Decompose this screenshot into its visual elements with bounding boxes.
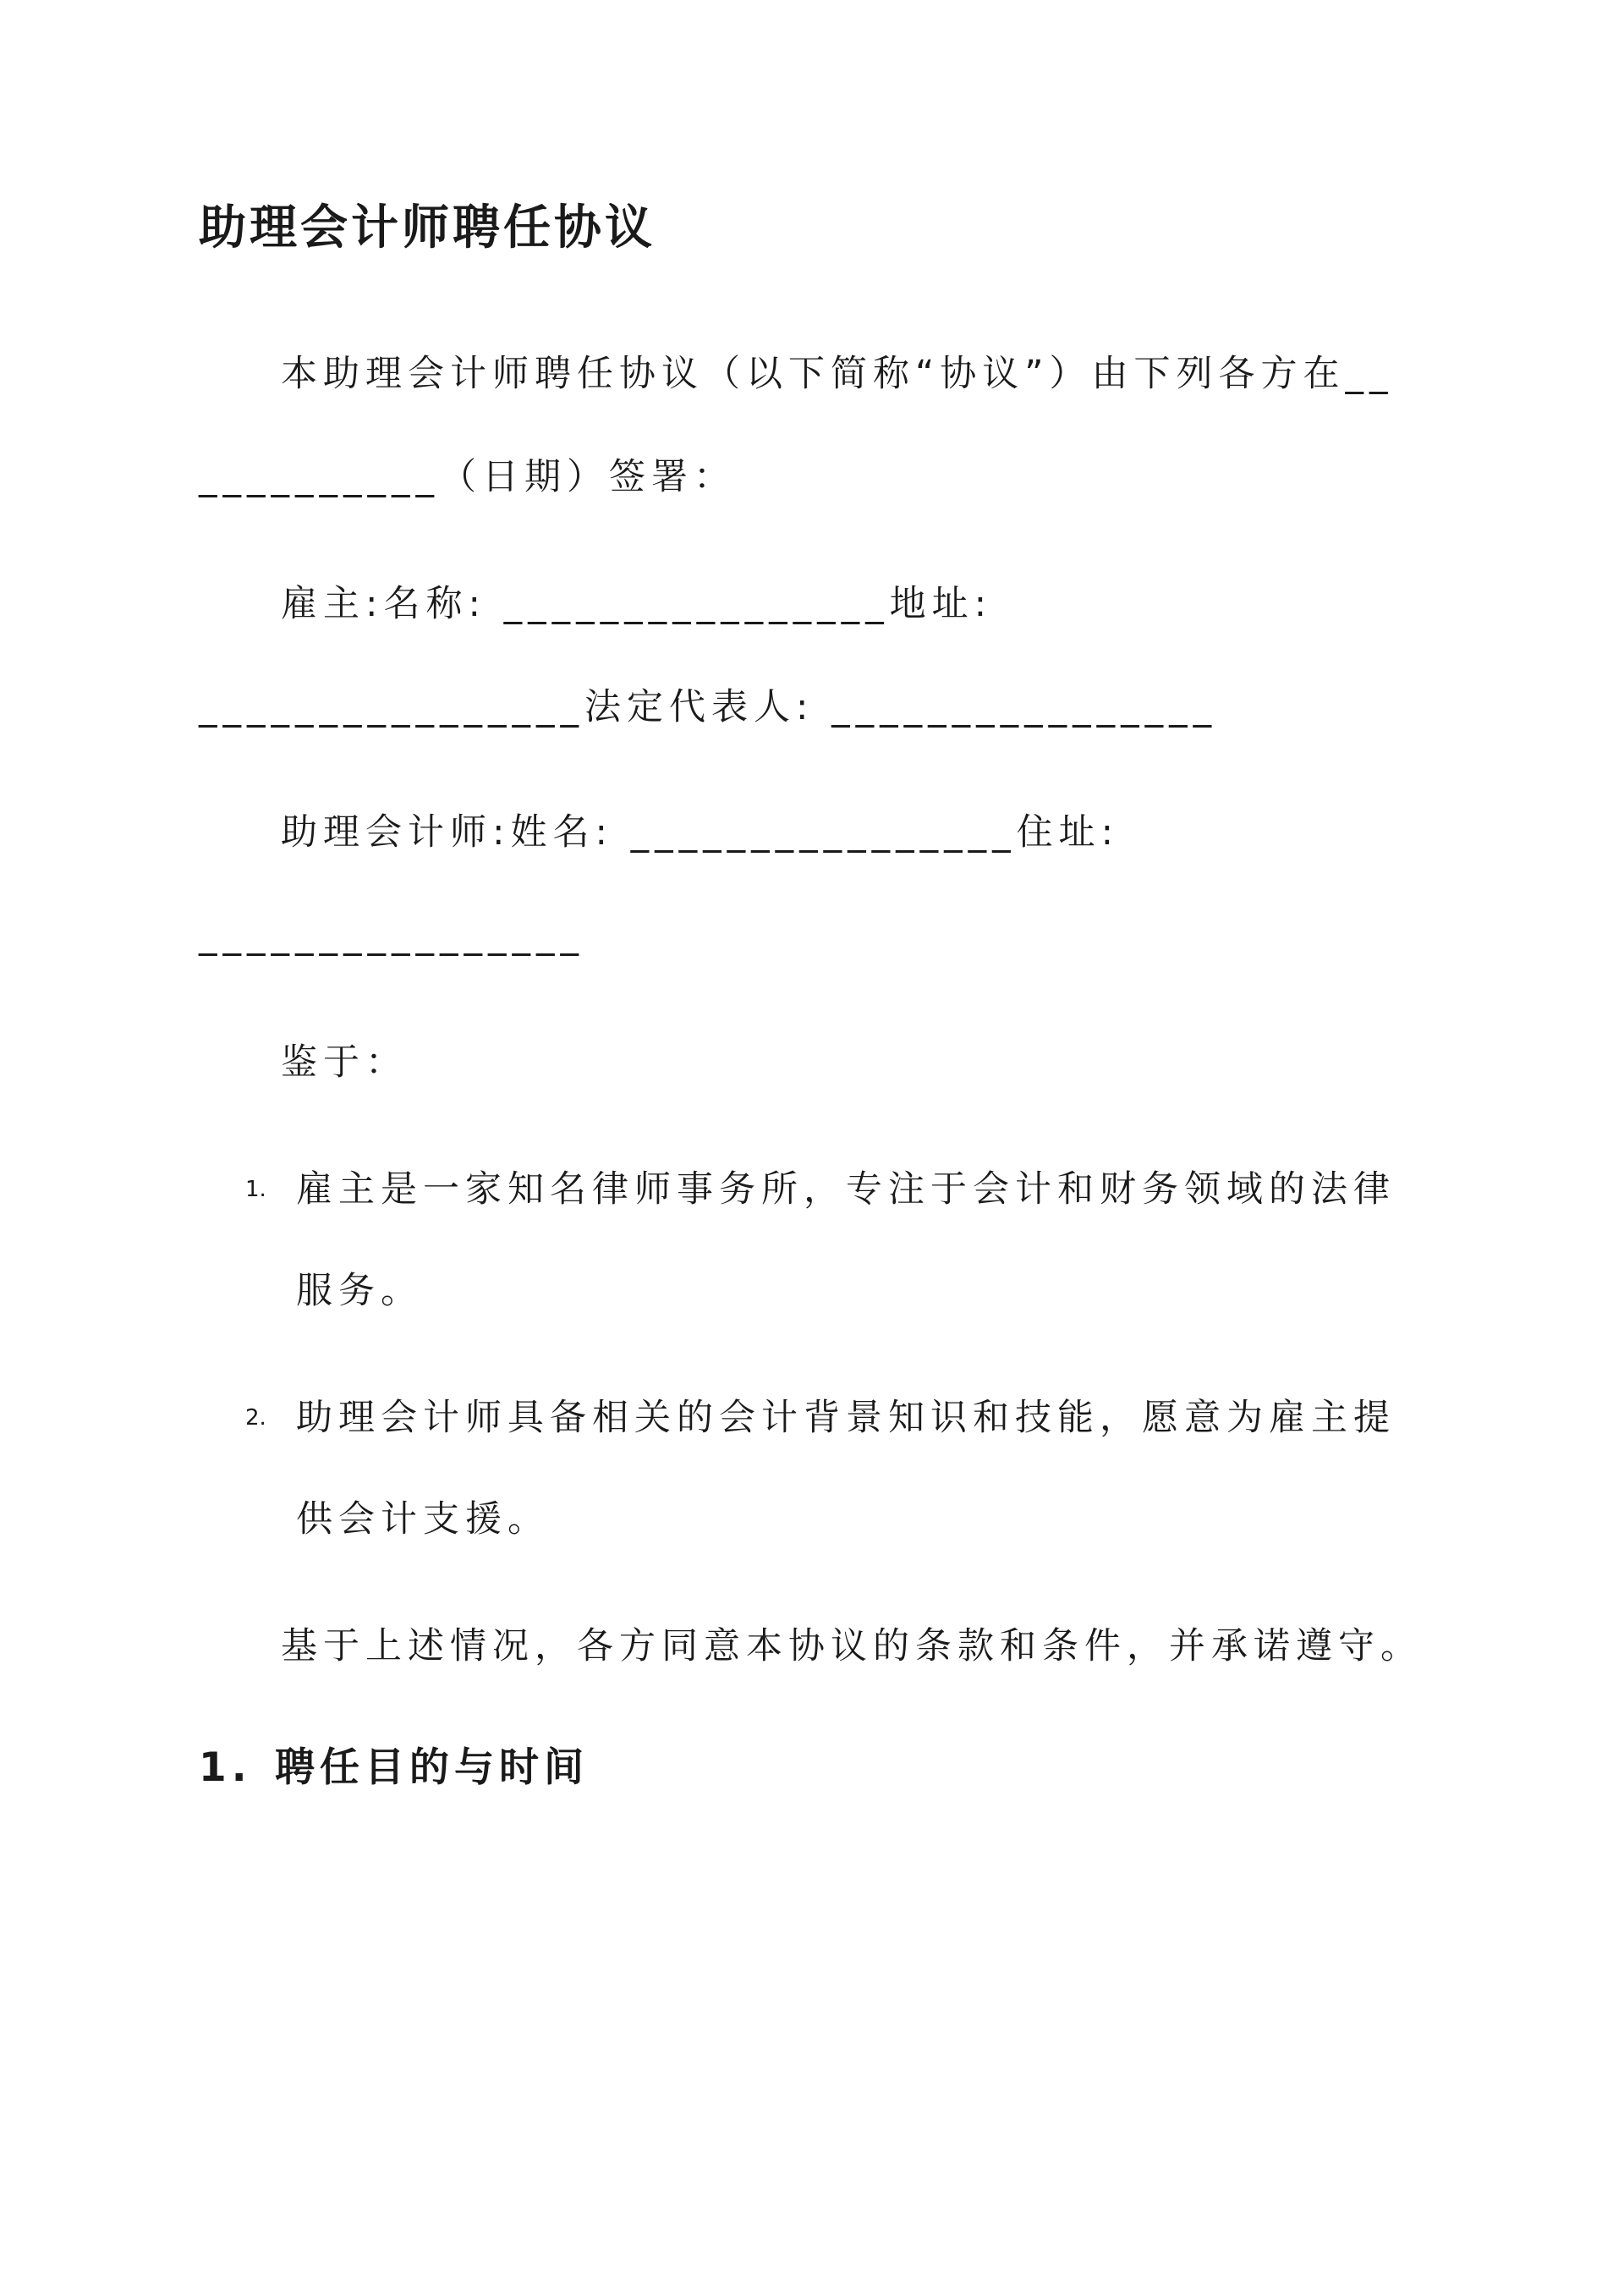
employer-line-2: ________________法定代表人: ________________ xyxy=(199,686,1218,728)
intro-line-2: __________（日期）签署： xyxy=(199,456,736,498)
recital-number: 1. xyxy=(245,1177,266,1202)
agreement-statement: 基于上述情况，各方同意本协议的条款和条件，并承诺遵守。 xyxy=(281,1625,1423,1667)
section-heading xyxy=(199,1738,589,1798)
assistant-line-2: ________________ xyxy=(199,915,584,957)
whereas-label: 鉴于： xyxy=(281,1041,408,1084)
document-title: 助理会计师聘任协议 xyxy=(199,200,656,255)
recital-number: 2. xyxy=(245,1405,266,1431)
recital-2-line-1: 助理会计师具备相关的会计背景知识和技能，愿意为雇主提 xyxy=(296,1397,1396,1439)
recital-2-line-2: 供会计支援。 xyxy=(296,1498,550,1541)
intro-line-1: 本助理会计师聘任协议（以下简称“协议”）由下列各方在__ xyxy=(281,353,1394,395)
recital-1-line-1: 雇主是一家知名律师事务所，专注于会计和财务领域的法律 xyxy=(296,1168,1396,1211)
employer-line-1: 雇主:名称: ________________地址: xyxy=(281,583,993,625)
section-number: 1. xyxy=(199,1744,252,1791)
assistant-line-1: 助理会计师:姓名: ________________住址: xyxy=(281,811,1120,854)
recital-1-line-2: 服务。 xyxy=(296,1270,423,1312)
section-title: 聘任目的与时间 xyxy=(275,1744,589,1791)
